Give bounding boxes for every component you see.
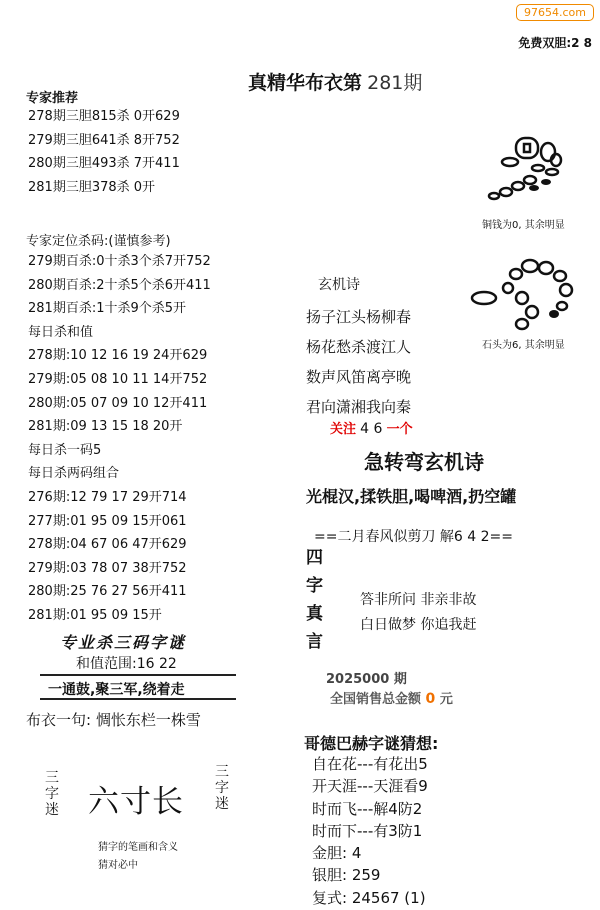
two-kill-heading: 每日杀两码组合	[28, 466, 120, 482]
divider	[40, 698, 236, 700]
turn-title: 急转弯玄机诗	[364, 450, 484, 474]
stones-illustration	[470, 254, 580, 334]
page-title	[248, 68, 422, 95]
list-item: 281期:01 95 09 15开	[28, 607, 162, 623]
follow-nums: 4 6	[360, 421, 383, 437]
list-item: 280期三胆493杀 7开411	[28, 156, 180, 172]
position-kill-list	[28, 250, 211, 628]
list-item: 281期百杀:1十杀9个杀5开	[28, 301, 187, 317]
title-text: 真精华布衣第	[248, 72, 363, 94]
list-item: 时而飞---解4防2	[312, 799, 423, 818]
four-line-2: 白日做梦 你追我赶	[360, 617, 477, 633]
goethe-list	[312, 753, 428, 909]
poem-line: 杨花愁杀渡江人	[306, 338, 412, 356]
sum-kill-heading: 每日杀和值	[28, 324, 94, 340]
turn-line: 光棍汉,揉铁胆,喝啤酒,扔空罐	[306, 487, 517, 506]
poem-line: 君向潇湘我向秦	[306, 398, 412, 416]
list-item: 复式: 24567 (1)	[312, 888, 426, 907]
free-pair-text: 免费双胆:2 8	[518, 36, 592, 50]
list-item: 280期百杀:2十杀5个杀6开411	[28, 277, 211, 293]
list-item: 279期:05 08 10 11 14开752	[28, 371, 208, 387]
list-item: 276期:12 79 17 29开714	[28, 489, 187, 505]
follow-label: 关注	[330, 422, 357, 437]
list-item: 280期:05 07 09 10 12开411	[28, 395, 208, 411]
riddle-slogan: 一通鼓,聚三军,绕着走	[48, 682, 185, 698]
follow-line	[330, 418, 413, 437]
riddle-hint1: 猜字的笔画和含义	[98, 842, 178, 853]
list-item: 279期三胆641杀 8开752	[28, 132, 180, 148]
riddle-range: 和值范围:16 22	[76, 656, 177, 672]
expert-list	[28, 105, 180, 199]
list-item: 自在花---有花出5	[312, 755, 428, 773]
xuanji-heading: 玄机诗	[318, 277, 360, 293]
position-kill-heading: 专家定位杀码:(谨慎参考)	[26, 234, 171, 249]
riddle-hint2: 猜对必中	[98, 860, 138, 871]
list-item: 279期百杀:0十杀3个杀7开752	[28, 254, 211, 269]
list-item: 开天涯---天涯看9	[312, 777, 428, 796]
list-item: 金胆: 4	[312, 844, 362, 863]
follow-tail: 一个	[386, 422, 413, 437]
list-item: 281期:09 13 15 18 20开	[28, 419, 183, 435]
spring-line: ==二月春风似剪刀 解6 4 2==	[314, 529, 513, 545]
list-item: 时而下---有3防1	[312, 821, 423, 840]
sales-issue: 2025000 期	[326, 672, 407, 687]
goethe-heading: 哥德巴赫字谜猜想:	[304, 734, 439, 753]
site-watermark: 97654.com	[516, 4, 594, 21]
sales-zero: 0	[425, 691, 436, 707]
coins-caption-1: 铜钱为0, 其余明显	[482, 220, 565, 231]
riddle-main: 六寸长	[88, 784, 184, 820]
one-kill-text: 每日杀一码5	[28, 442, 102, 458]
list-item: 278期三胆815杀 0开629	[28, 109, 180, 124]
poem-line: 扬子江头杨柳春	[306, 308, 412, 326]
expert-heading: 专家推荐	[26, 91, 79, 106]
list-item: 280期:25 76 27 56开411	[28, 584, 187, 600]
title-issue: 281期	[367, 72, 423, 94]
sales-label: 全国销售总金额	[330, 692, 422, 707]
four-line-1: 答非所问 非亲非故	[360, 592, 477, 608]
list-item: 银胆: 259	[312, 866, 381, 885]
buyi-line: 布衣一句: 惆怅东栏一株雪	[26, 711, 201, 729]
list-item: 277期:01 95 09 15开061	[28, 513, 187, 529]
coins-illustration	[482, 132, 578, 214]
sales-line	[330, 688, 453, 707]
list-item: 279期:03 78 07 38开752	[28, 560, 187, 576]
divider	[40, 674, 236, 676]
list-item: 278期:10 12 16 19 24开629	[28, 348, 208, 364]
poem-line: 数声风笛离亭晚	[306, 368, 412, 386]
riddle-title: 专业杀三码字谜	[60, 633, 187, 652]
four-char-label: 四 字 真 言	[306, 548, 323, 652]
list-item: 278期:04 67 06 47开629	[28, 537, 187, 553]
coins-caption-2: 石头为6, 其余明显	[482, 340, 565, 351]
sales-unit: 元	[439, 692, 453, 707]
riddle-left-label: 三 字 迷	[45, 770, 59, 818]
riddle-right-label: 三 字 迷	[215, 764, 229, 812]
xuanji-poem	[306, 302, 411, 422]
list-item: 281期三胆378杀 0开	[28, 179, 156, 195]
